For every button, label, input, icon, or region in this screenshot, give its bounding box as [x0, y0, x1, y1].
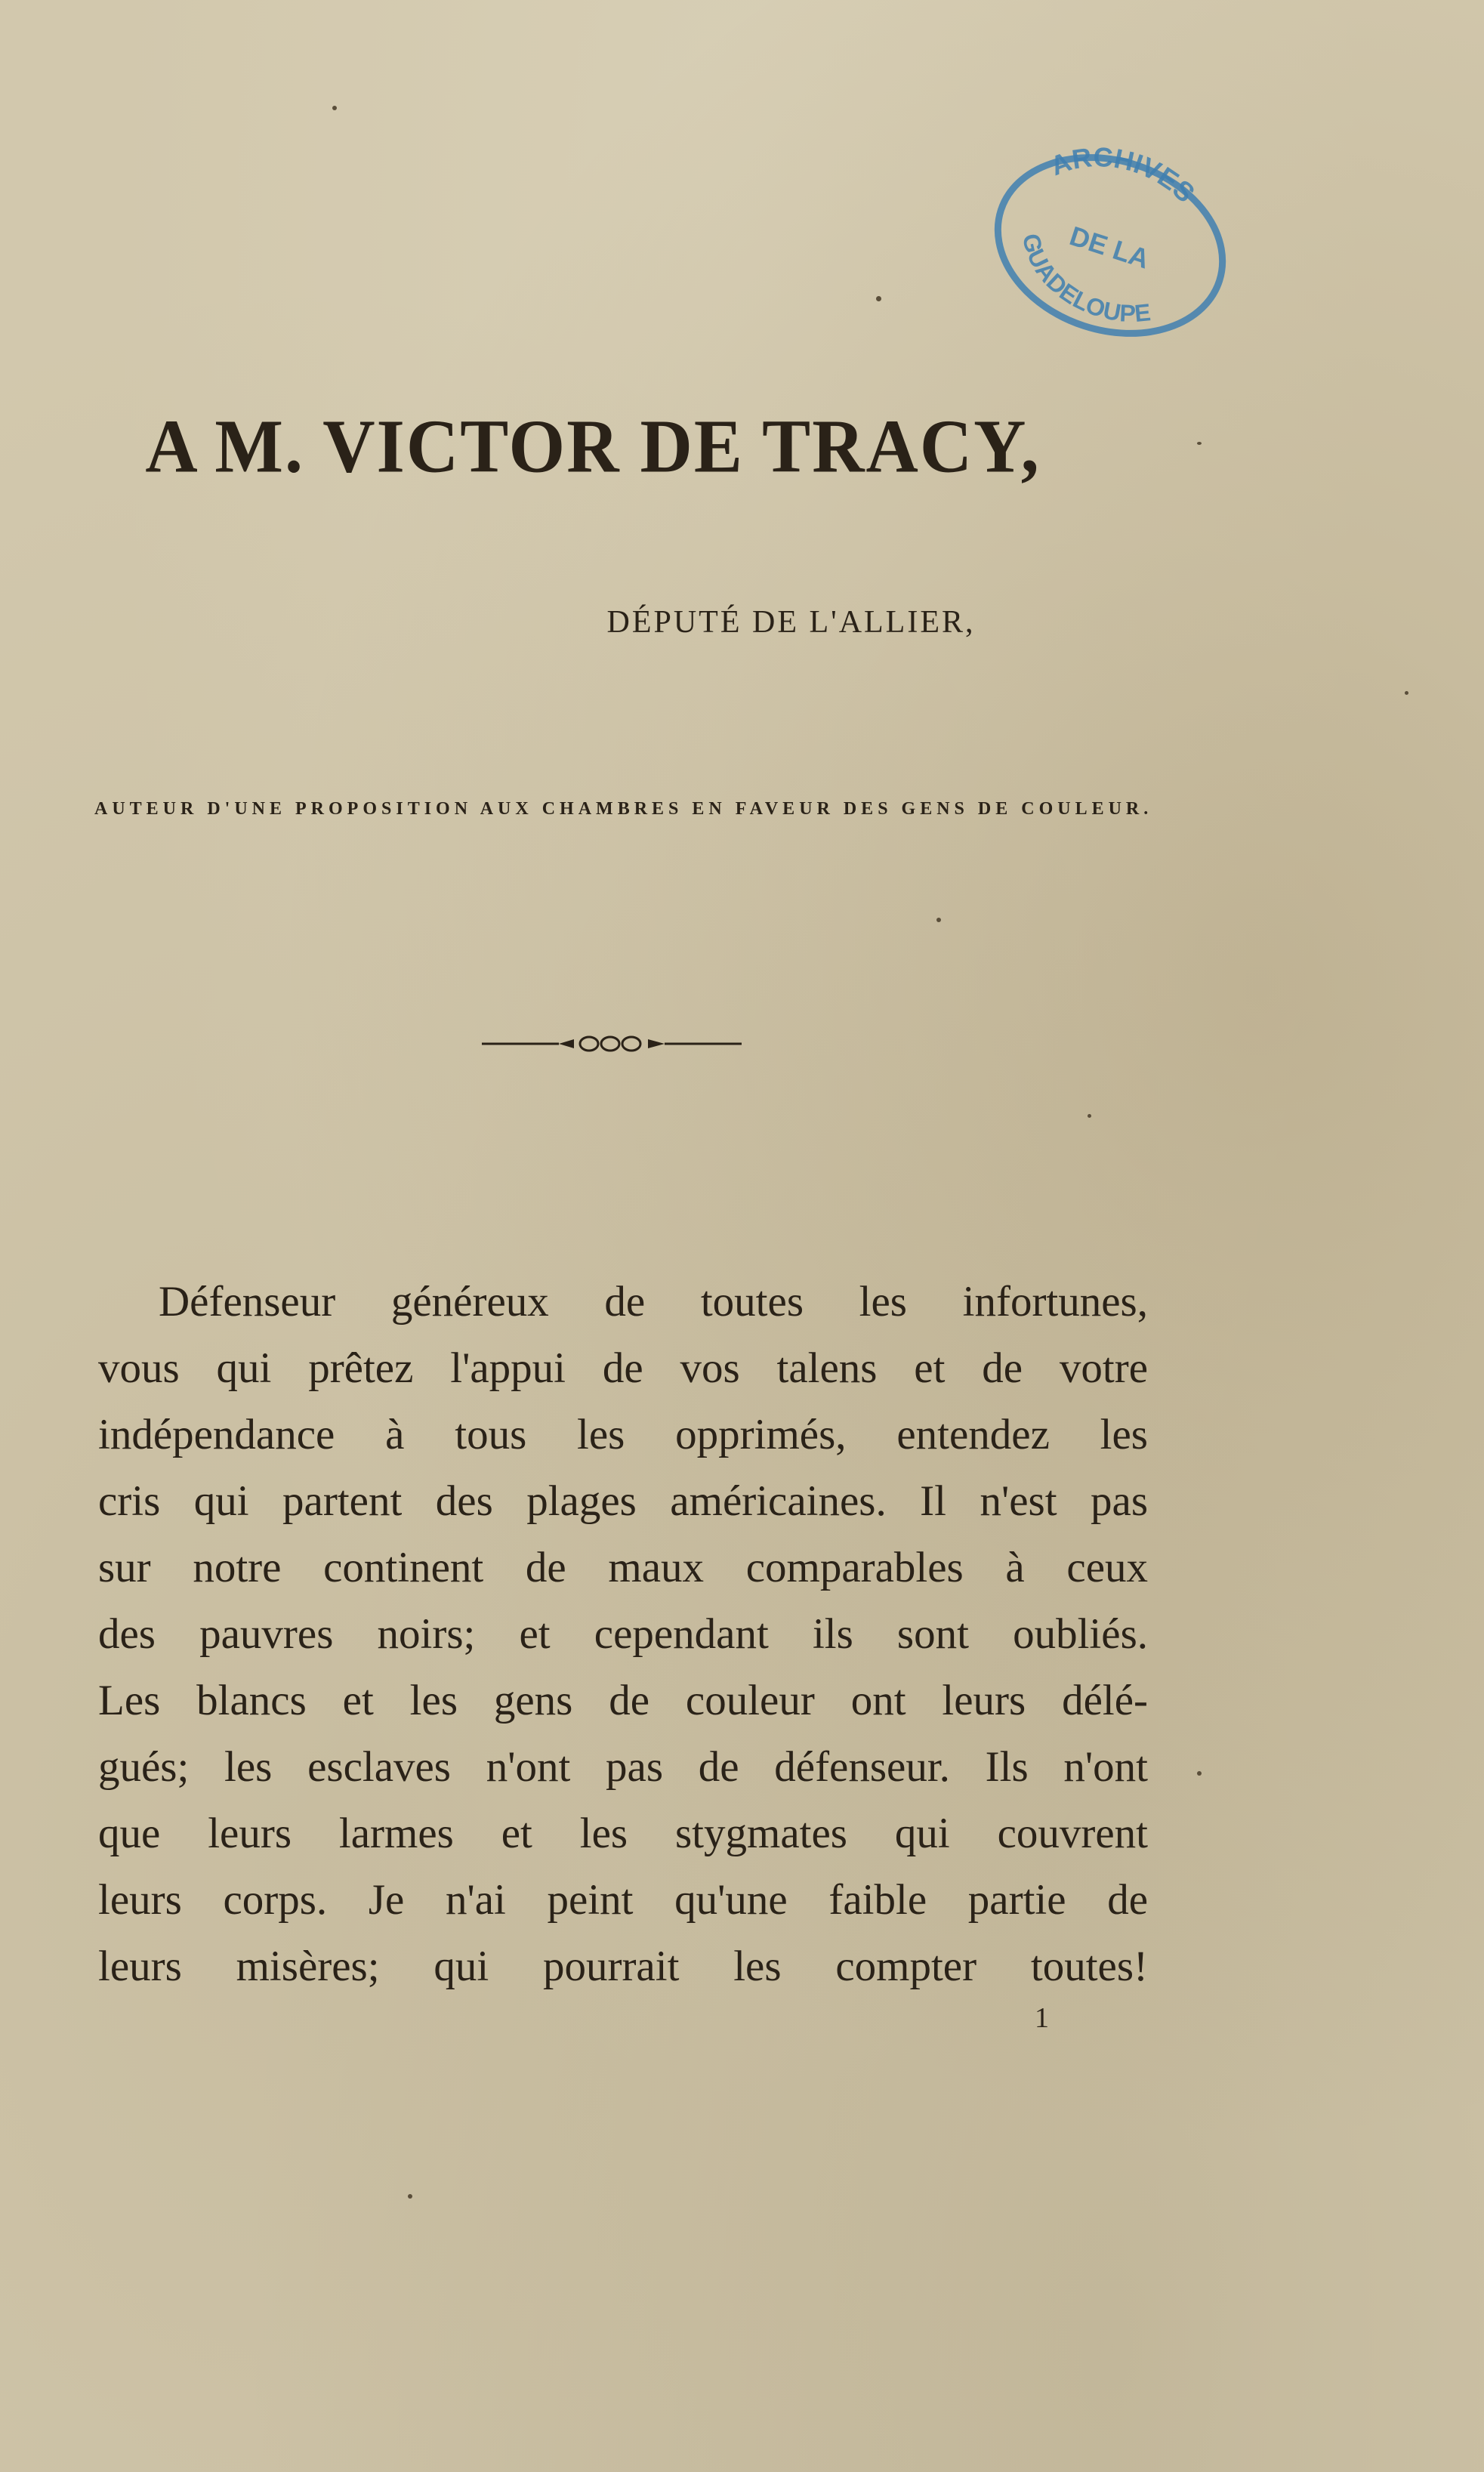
body-paragraph	[98, 1269, 1148, 2000]
text-line: gués; les esclaves n'ont pas de défenseur. Ils n'ont	[98, 1743, 1148, 1791]
page-title: A M. VICTOR DE TRACY,	[145, 403, 1041, 489]
text-line: indépendance à tous les opprimés, entendez les	[98, 1411, 1148, 1458]
stamp-line-3: GUADELOUPE	[1017, 231, 1152, 328]
page-number: 1	[1035, 2002, 1049, 2034]
text-line: leurs misères; qui pourrait les compter toutes!	[98, 1943, 1148, 1990]
text-line: Défenseur généreux de toutes les infortunes,	[159, 1278, 1148, 1325]
ornament-divider	[476, 1030, 748, 1057]
text-line: des pauvres noirs; et cependant ils sont oubliés.	[98, 1610, 1148, 1658]
paper-speck	[332, 106, 337, 110]
text-line: leurs corps. Je n'ai peint qu'une faible partie de	[98, 1876, 1148, 1924]
text-line: sur notre continent de maux comparables à ceux	[98, 1544, 1148, 1591]
stamp-line-2: DE LA	[1066, 220, 1153, 275]
paper-speck	[876, 296, 881, 301]
paper-speck	[408, 2194, 412, 2199]
paper-speck	[936, 918, 941, 922]
text-line: Les blancs et les gens de couleur ont leurs délé-	[98, 1677, 1148, 1724]
dedication-line: AUTEUR D'UNE PROPOSITION AUX CHAMBRES EN FAVEUR DES GENS DE COULEUR.	[94, 799, 1153, 819]
stamp-line-1: ARCHIVES	[1046, 140, 1202, 208]
page-subtitle: DÉPUTÉ DE L'ALLIER,	[606, 605, 976, 640]
paper-speck	[1088, 1114, 1091, 1118]
paper-speck	[1197, 442, 1202, 445]
paper-speck	[1405, 691, 1408, 695]
text-line: cris qui partent des plages américaines. Il n'est pas	[98, 1477, 1148, 1525]
text-line: que leurs larmes et les stygmates qui couvrent	[98, 1810, 1148, 1857]
text-line: vous qui prêtez l'appui de vos talens et de votre	[98, 1344, 1148, 1392]
archives-stamp	[974, 132, 1246, 351]
paper-speck	[1197, 1771, 1202, 1776]
